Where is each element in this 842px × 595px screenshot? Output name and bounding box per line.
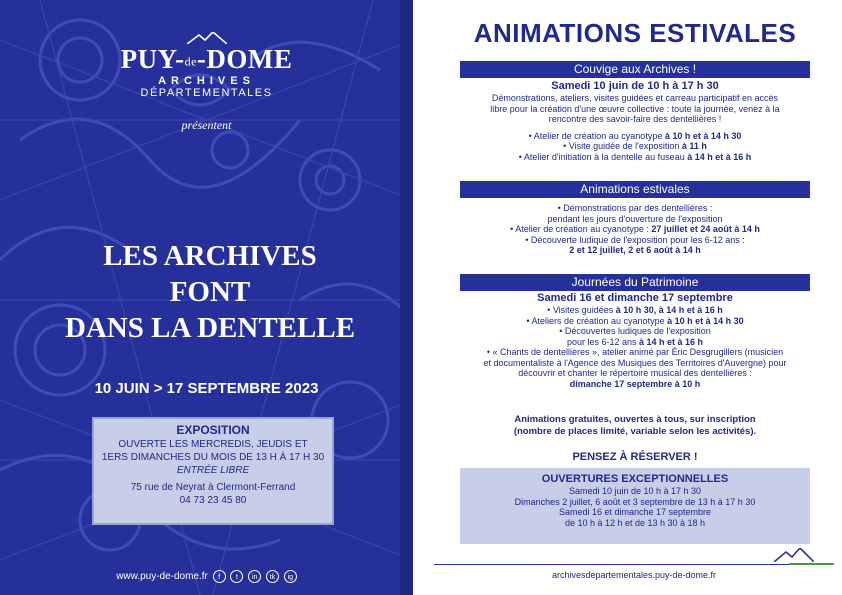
tiktok-icon[interactable]: tk — [266, 570, 279, 583]
free-activities-note: Animations gratuites, ouvertes à tous, sur inscription (nombre de places limité, variable selon les activités). — [513, 414, 757, 437]
section-estivales-body: • Démonstrations par des dentellières : pendant les jours d'ouverture de l'exposition • Atelier de création au cyanotype : 27 juillet et 24 août à 14 h • Découverte ludique de l'exposition pour les 6-12 ans : 2 et 12 juillet, 2 et 6 août à 14 h — [510, 203, 760, 255]
exceptional-openings-box: OUVERTURES EXCEPTIONNELLES Samedi 10 juin de 10 h à 17 h 30 Dimanches 2 juillet, 6 août et 3 septembre de 13 h à 17 h 30 Samedi 16 et dimanche 17 septembre de 10 h à 12 h et de 13 h 30 à 18 h — [460, 468, 810, 544]
instagram-icon[interactable]: ig — [284, 570, 297, 583]
section-patrimoine-body: Samedi 16 et dimanche 17 septembre • Visites guidées à 10 h 30, à 14 h et à 16 h • Ateliers de création au cyanotype à 10 h et à 14 h 30 • Découvertes ludiques de l'exposition pour les 6-12 ans à 14 h et à 16 h • « Chants de dentellières », atelier animé par Éric Desgrugillers (musicien et documentaliste à l'Agence des Musiques des Territoires d'Auvergne) pour découvrir et chanter le répertoire musical des dentellières : dimanche 17 septembre à 10 h — [483, 292, 787, 389]
puy-de-dome-logo: PUY-de-DOME ARCHIVES DÉPARTEMENTALES — [0, 32, 413, 99]
presentent-text: présentent — [181, 118, 232, 132]
footer-accent-line — [789, 563, 834, 565]
mountain-logo-icon — [187, 32, 227, 44]
front-footer — [0, 570, 413, 583]
facebook-icon[interactable]: f — [213, 570, 226, 583]
main-title: LES ARCHIVES FONT DANS LA DENTELLE — [64, 240, 356, 344]
flyer-front-panel — [0, 0, 413, 595]
reserve-callout: PENSEZ À RÉSERVER ! — [572, 451, 698, 463]
mountain-logo-icon — [774, 548, 814, 562]
animations-title: ANIMATIONS ESTIVALES — [473, 18, 797, 48]
section-couvige-body: Samedi 10 juin de 10 h à 17 h 30 Démonstrations, ateliers, visites guidées et carreau participatif en accès libre pour la création d'une œuvre collective : toute la journée, venez à la rencontre des savoir-faire des dentellières ! • Atelier de création au cyanotype à 10 h et à 14 h 30 • Visite guidée de l'exposition à 11 h • Atelier d'initiation à la dentelle au fuseau à 14 h et à 16 h — [490, 80, 780, 162]
flyer-back-panel — [434, 0, 842, 595]
linkedin-icon[interactable]: in — [248, 570, 261, 583]
section-estivales-header: Animations estivales — [460, 181, 810, 198]
exhibition-dates: 10 JUIN > 17 SEPTEMBRE 2023 — [94, 380, 319, 397]
twitter-icon[interactable]: t — [230, 570, 243, 583]
section-patrimoine-header: Journées du Patrimoine — [460, 274, 810, 291]
archives-website-link[interactable]: archivesdepartementales.puy-de-dome.fr — [551, 570, 717, 580]
footer-divider — [434, 564, 834, 565]
exposition-box: EXPOSITION OUVERTE LES MERCREDIS, JEUDIS ET 1ERS DIMANCHES DU MOIS DE 13 H À 17 H 30 ENTRÉE LIBRE 75 rue de Neyrat à Clermont-Ferrand 04 73 23 45 80 — [92, 417, 334, 525]
section-couvige-header: Couvige aux Archives ! — [460, 61, 810, 78]
website-link[interactable]: www.puy-de-dome.fr — [116, 571, 208, 583]
